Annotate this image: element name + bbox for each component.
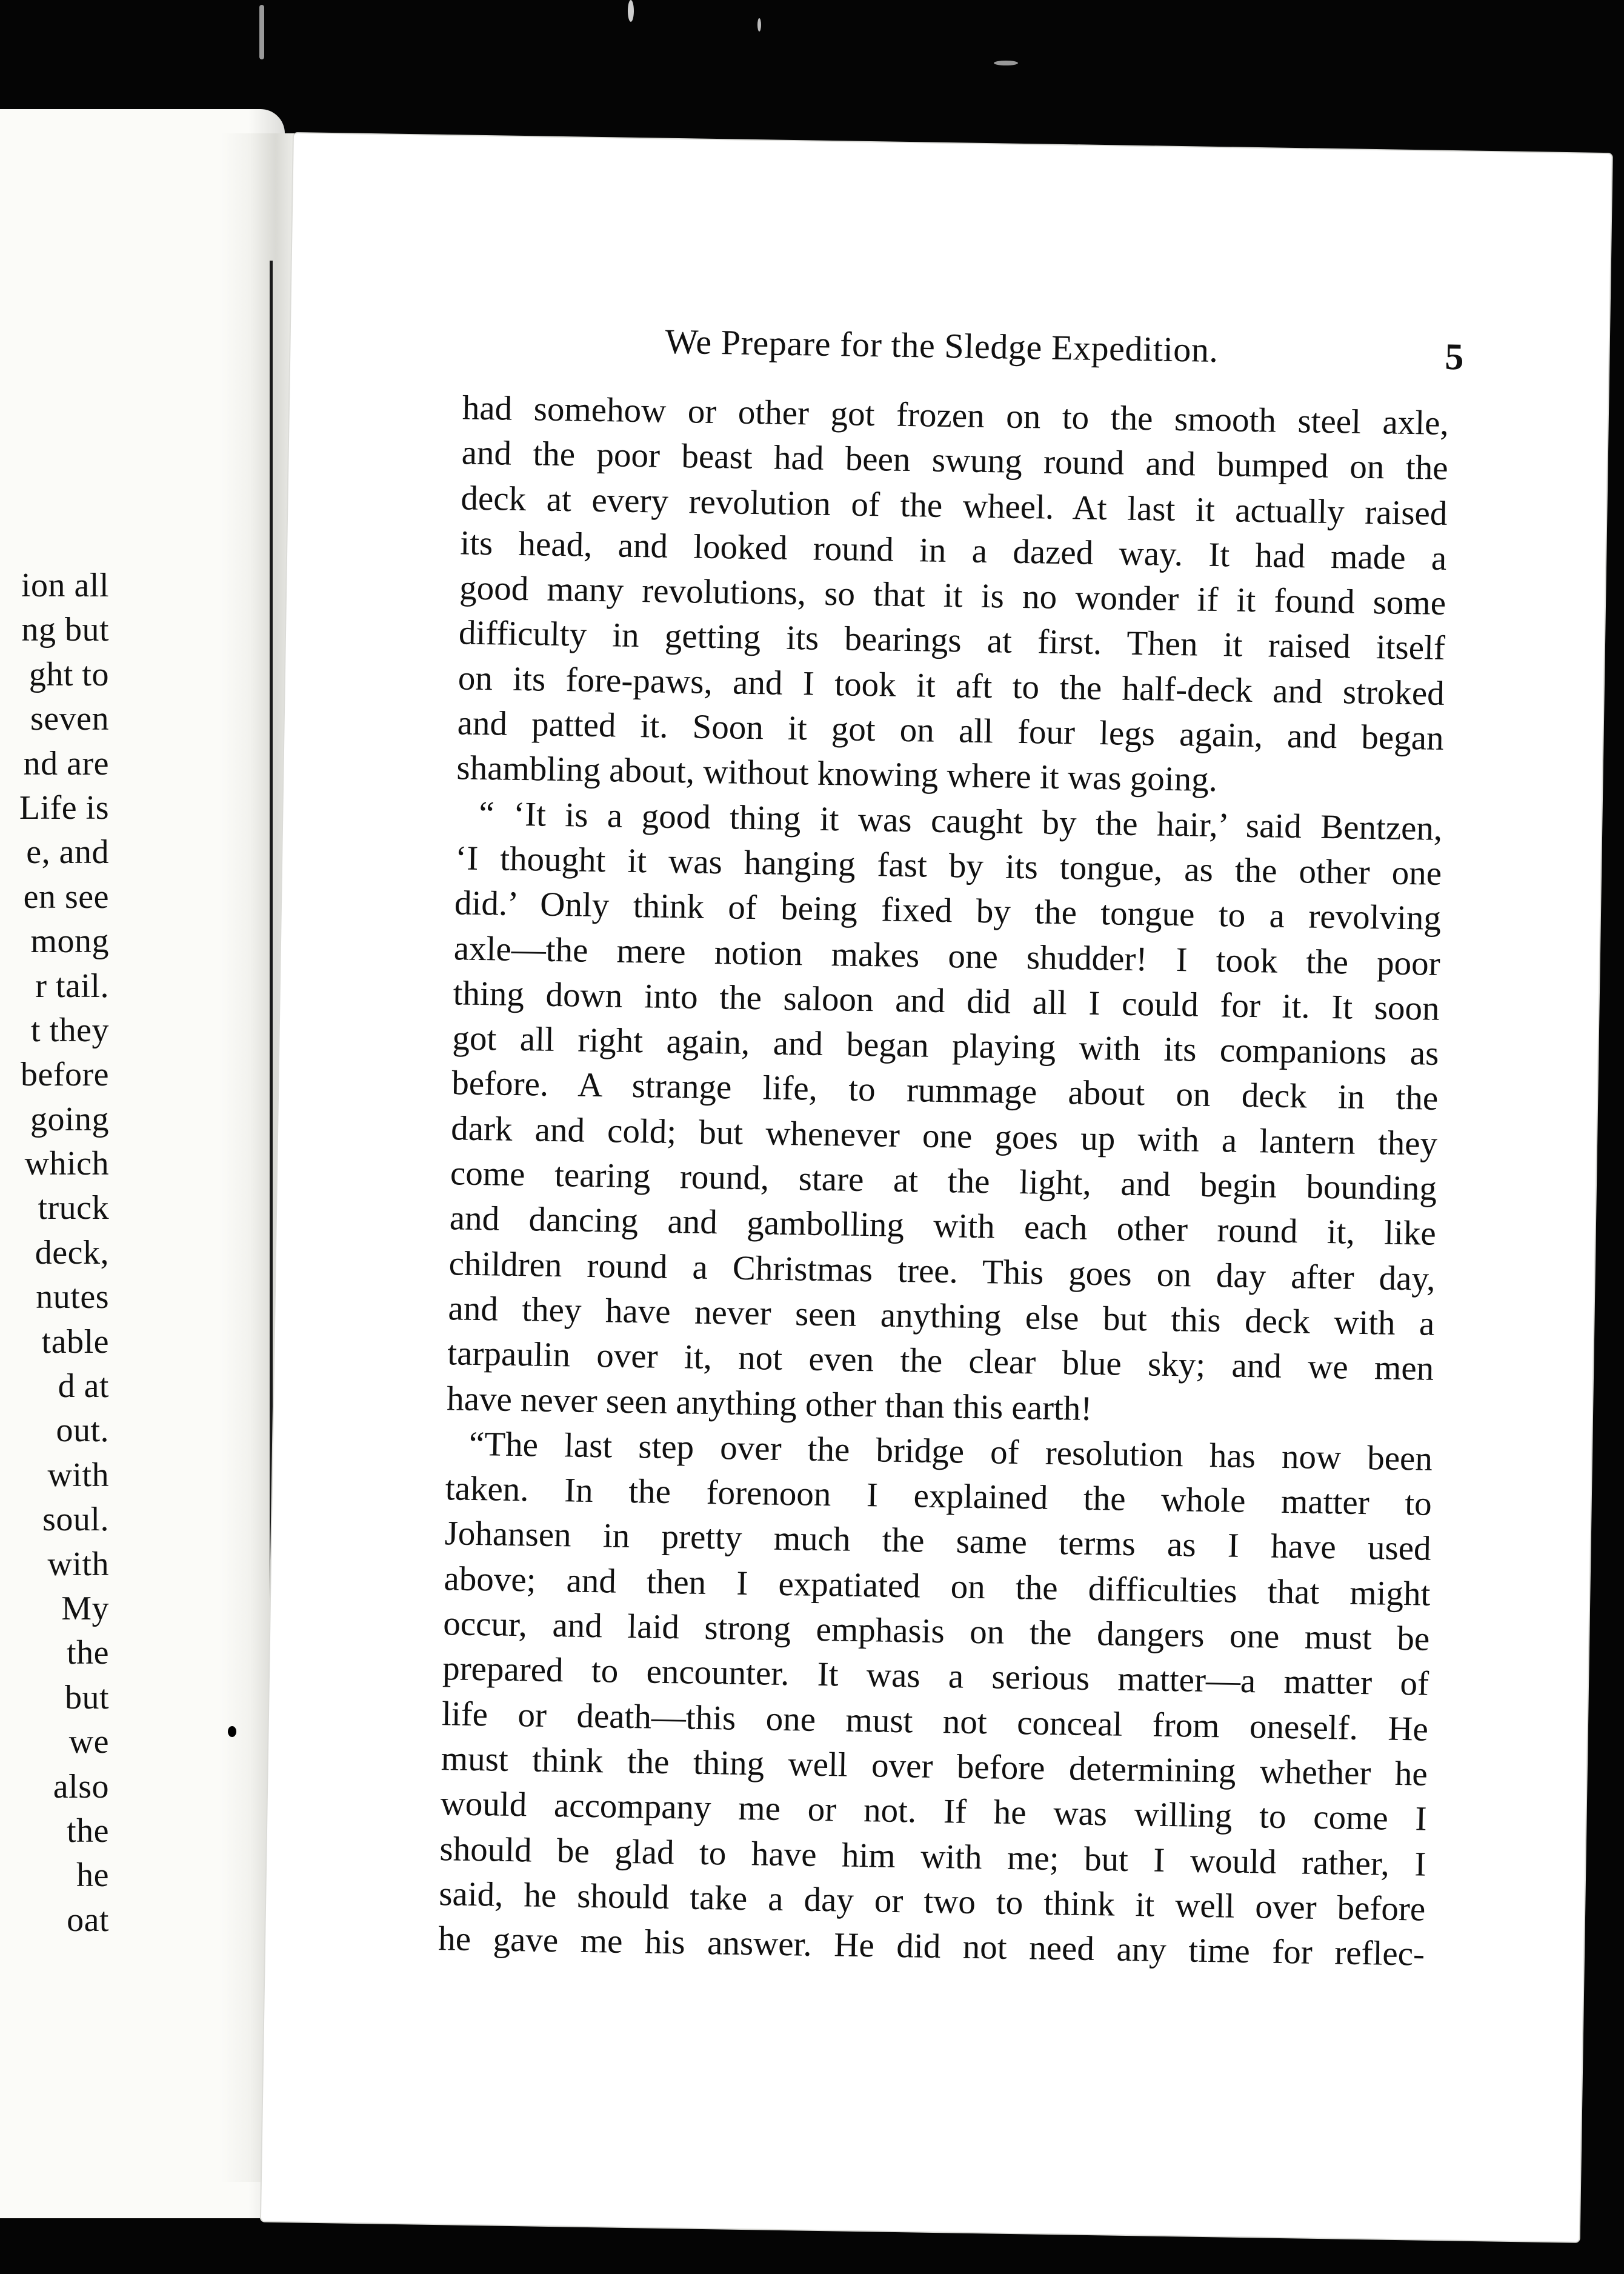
text-line: and the poor beast had been swung round and bumped on the: [461, 433, 1449, 488]
text-line: did.’ Only think of being fixed by the tongue to a revolving: [454, 884, 1442, 938]
text-line: taken. In the forenoon I explained the whole matter to: [445, 1469, 1433, 1523]
text-line: said, he should take a day or two to think it well over before: [438, 1874, 1426, 1929]
left-page-text-fragments: [0, 564, 109, 1942]
left-page-line: table: [41, 1322, 109, 1361]
text-line: come tearing round, stare at the light, and begin bounding: [450, 1154, 1437, 1208]
left-page-line: with: [47, 1456, 109, 1494]
text-line: before. A strange life, to rummage about on deck in the: [451, 1064, 1439, 1118]
text-line: would accompany me or not. If he was willing to come I: [440, 1784, 1428, 1838]
left-page-line: he: [76, 1856, 109, 1895]
left-page-line: My: [61, 1589, 109, 1627]
left-page-line: the: [67, 1634, 109, 1672]
text-line: and dancing and gambolling with each other round it, like: [449, 1199, 1437, 1253]
text-line: dark and cold; but whenever one goes up with a lantern they: [450, 1109, 1438, 1163]
text-line: have never seen anything other than this earth!: [446, 1379, 1093, 1428]
text-line: must think the thing well over before determining whether he: [441, 1739, 1428, 1793]
left-page-line: also: [53, 1767, 109, 1806]
left-page-line: ion all: [21, 567, 109, 604]
text-line: got all right again, and began playing with its companions as: [452, 1019, 1439, 1073]
dust-speck: [259, 5, 264, 59]
dust-speck: [757, 18, 761, 32]
left-page-line: en see: [23, 878, 109, 916]
text-line: thing down into the saloon and did all I could for it. It soon: [453, 974, 1440, 1028]
spine-mark: [228, 1726, 236, 1737]
text-line: he gave me his answer. He did not need any time for reflec-: [438, 1919, 1425, 1973]
dust-speck: [628, 0, 634, 22]
left-page-line: going: [30, 1100, 109, 1138]
left-page-line: e, and: [26, 833, 109, 872]
left-page-line: nd are: [23, 744, 109, 782]
left-page-line: Life is: [19, 789, 109, 827]
page-number: 5: [1444, 336, 1464, 378]
left-page-line: but: [64, 1678, 109, 1716]
text-line: had somehow or other got frozen on to the smooth steel axle,: [462, 388, 1449, 442]
text-line: difficulty in getting its bearings at first. Then it raised itself: [458, 613, 1446, 668]
text-line: ‘I thought it was hanging fast by its tongue, as the other one: [454, 839, 1442, 893]
text-line: and they have never seen anything else but this deck with a: [448, 1289, 1435, 1343]
text-line: and patted it. Soon it got on all four legs again, and began: [457, 704, 1445, 758]
left-page-line: d at: [58, 1367, 109, 1405]
left-page-line: with: [47, 1545, 109, 1583]
running-head: [291, 315, 1503, 378]
text-line: children round a Christmas tree. This goes on day after day,: [448, 1244, 1436, 1298]
scan-background-top: [0, 0, 1624, 109]
dust-speck: [994, 61, 1018, 65]
running-head-title: We Prepare for the Sledge Expedition.: [665, 321, 1219, 370]
body-text: [438, 385, 1449, 1977]
left-page-line: t they: [31, 1011, 109, 1049]
left-page-line: the: [67, 1812, 109, 1850]
left-page-line: ght to: [28, 655, 109, 693]
left-page-line: nutes: [36, 1278, 109, 1316]
text-line: Johansen in pretty much the same terms as I have used: [444, 1514, 1432, 1569]
text-line: occur, and laid strong emphasis on the dangers one must be: [442, 1604, 1430, 1658]
left-page-line: deck,: [35, 1233, 109, 1272]
text-line: life or death—this one must not conceal from oneself. He: [441, 1694, 1429, 1749]
text-line: should be glad to have him with me; but I would rather, I: [439, 1829, 1426, 1884]
text-line: prepared to encounter. It was a serious matter—a matter of: [442, 1649, 1429, 1704]
left-page-line: ng but: [21, 611, 109, 649]
left-page-line: oat: [67, 1901, 109, 1939]
text-line: shambling about, without knowing where it was going.: [456, 749, 1218, 799]
left-page-line: we: [68, 1723, 109, 1761]
text-line: good many revolutions, so that it is no wonder if it found some: [459, 568, 1446, 623]
left-page-line: before: [20, 1056, 109, 1094]
text-line: above; and then I expatiated on the difficulties that might: [444, 1559, 1431, 1613]
left-page-line: soul.: [42, 1501, 109, 1539]
text-line: “The last step over the bridge of resolution has now been: [468, 1424, 1433, 1478]
right-page: [261, 133, 1612, 2242]
left-page-line: which: [24, 1145, 109, 1183]
left-page-line: r tail.: [35, 967, 109, 1005]
left-page-line: seven: [30, 700, 109, 738]
text-line: its head, and looked round in a dazed way. It had made a: [459, 524, 1447, 578]
left-page-line: out.: [56, 1412, 109, 1450]
text-line: “ ‘It is a good thing it was caught by the hair,’ said Bentzen,: [478, 794, 1443, 848]
text-line: on its fore-paws, and I took it aft to the half-deck and stroked: [458, 659, 1445, 713]
text-line: tarpaulin over it, not even the clear blue sky; and we men: [447, 1334, 1434, 1389]
text-line: axle—the mere notion makes one shudder! I took the poor: [453, 929, 1441, 983]
left-page-line: truck: [38, 1189, 109, 1227]
text-line: deck at every revolution of the wheel. At last it actually raised: [461, 479, 1448, 533]
left-page-line: mong: [30, 922, 109, 961]
